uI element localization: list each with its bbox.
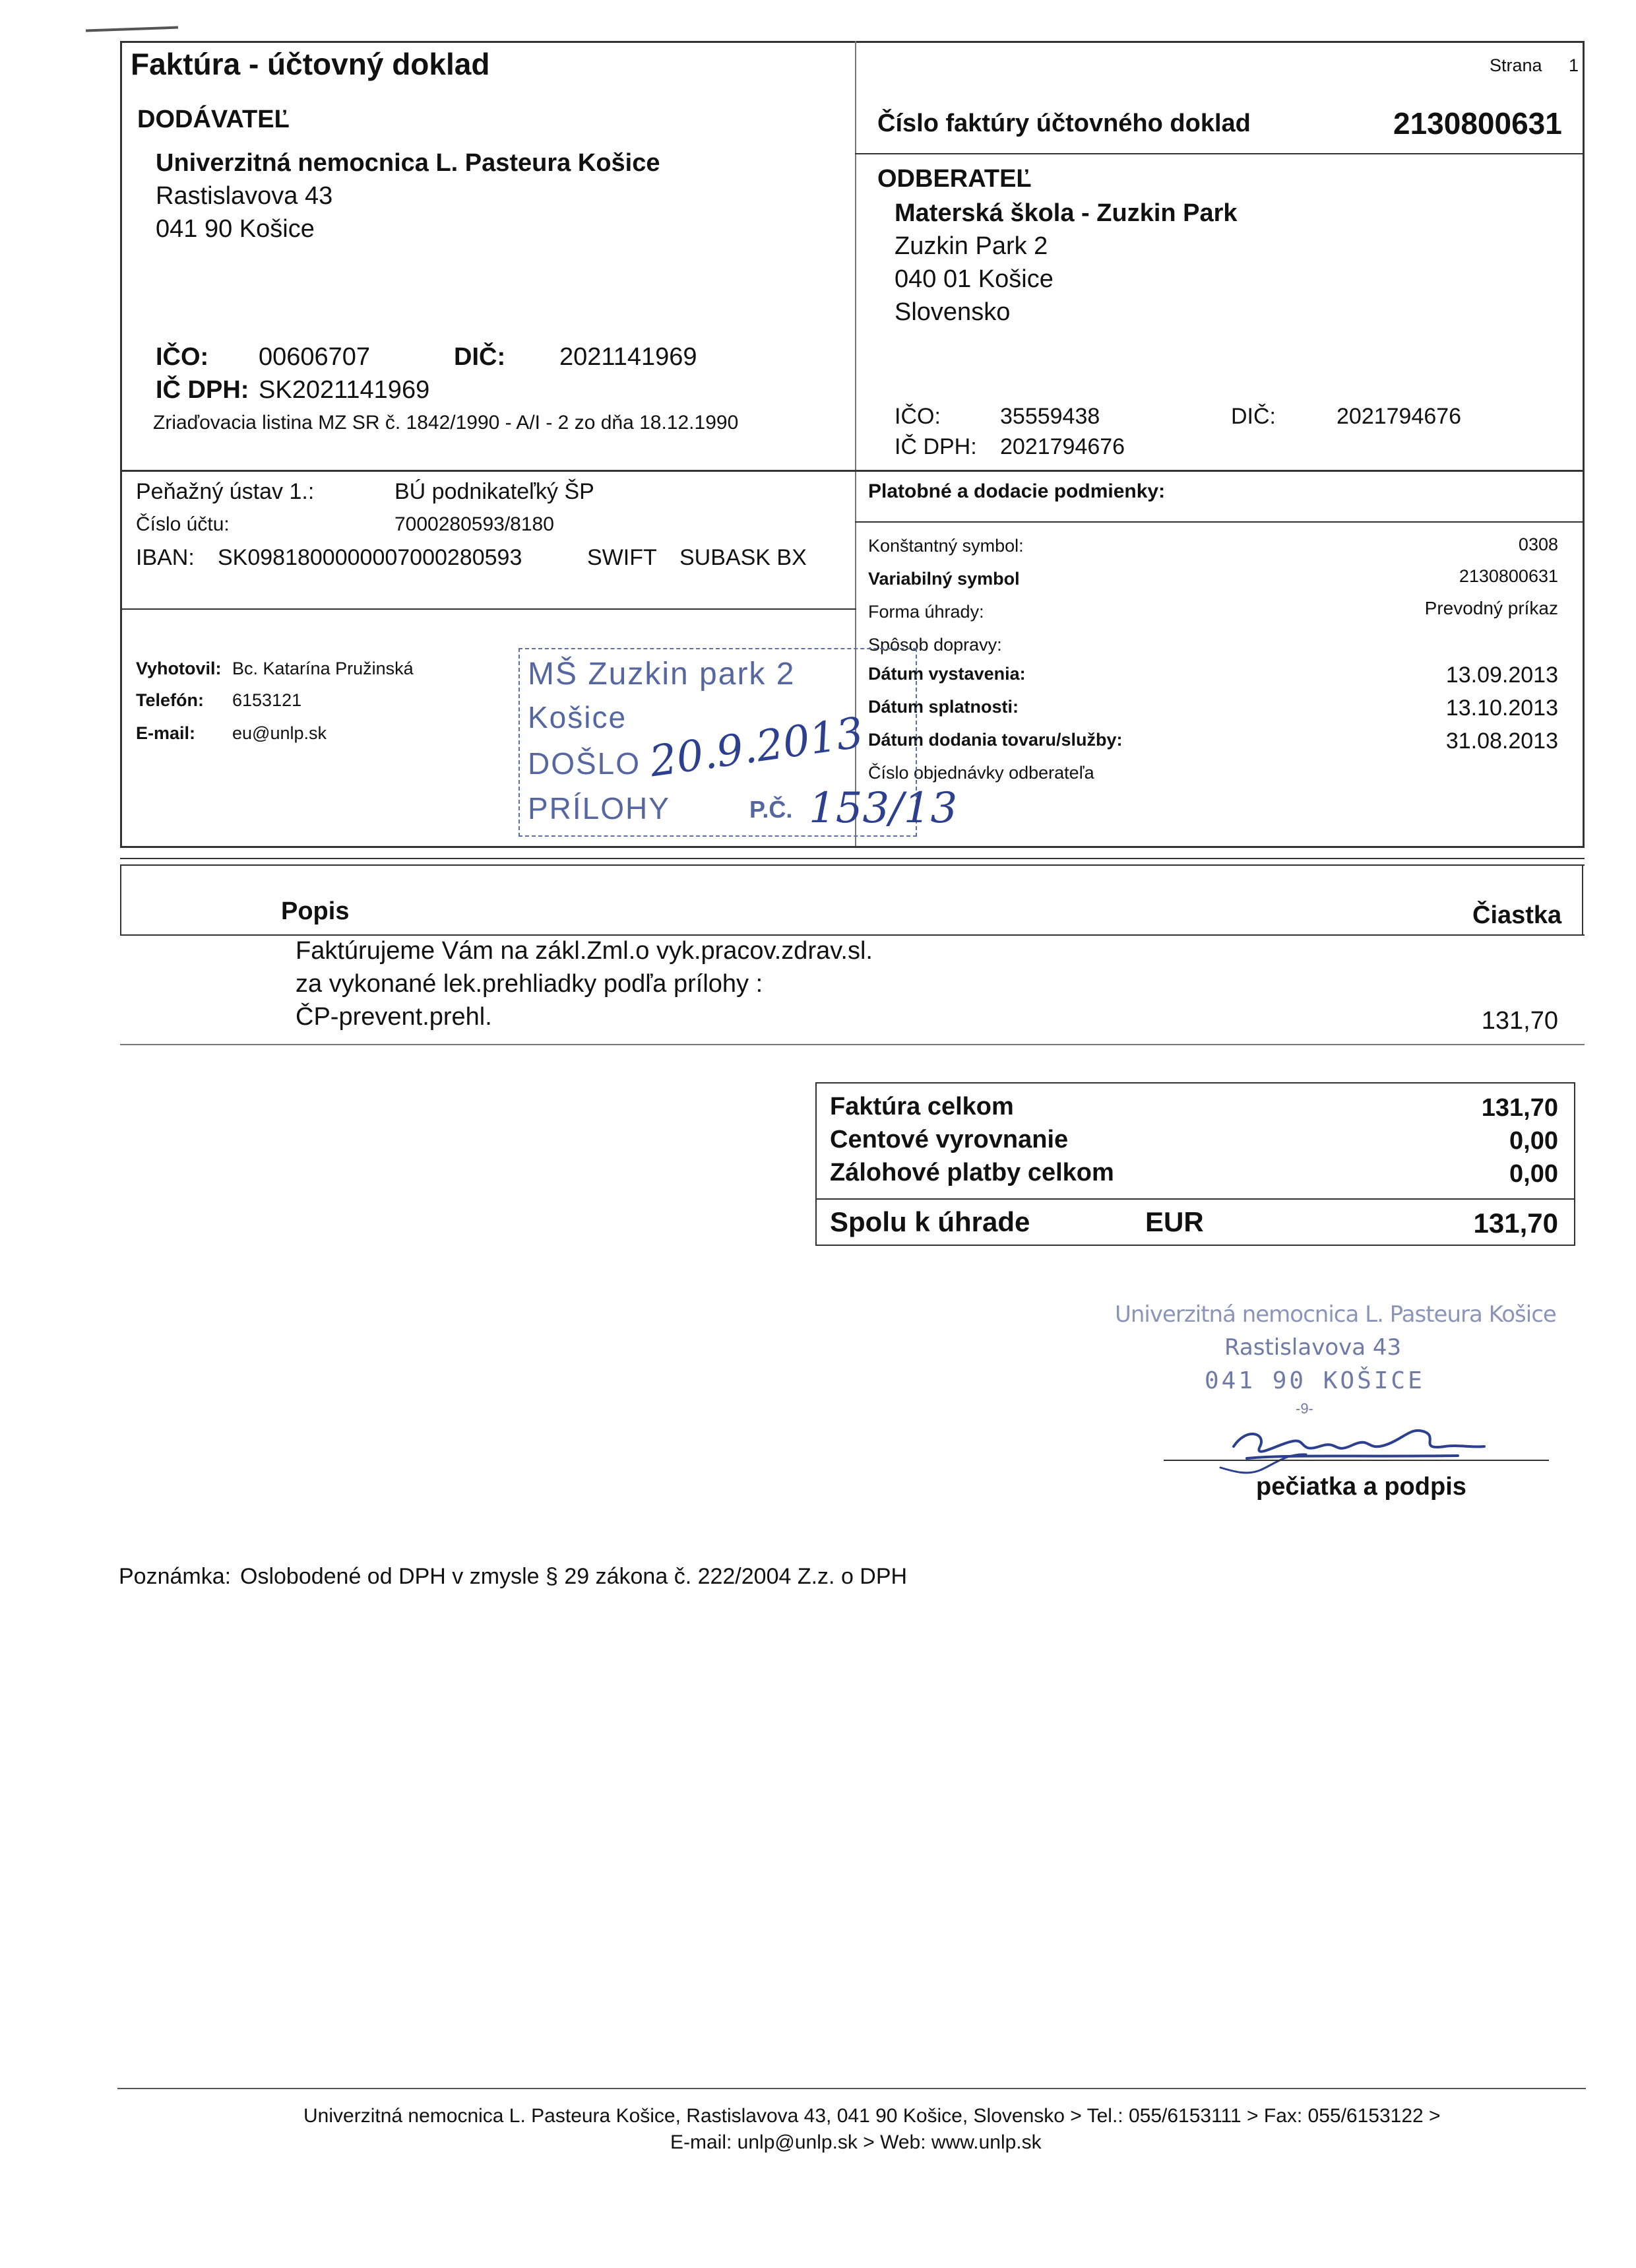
received-stamp-date: 20.9.2013 [646,708,867,787]
seal-line2: Rastislavova 43 [1224,1334,1402,1361]
payment-form-value: Prevodný príkaz [1424,598,1558,618]
supplier-street: Rastislavova 43 [156,182,333,210]
customer-heading: ODBERATEĽ [877,165,1032,193]
item-line2: za vykonané lek.prehliadky podľa prílohy : [296,970,763,998]
frame-top [120,41,1585,43]
signature-stroke [1234,1431,1484,1458]
items-header-bottom-line [120,934,1585,936]
customer-ico: 35559438 [1000,404,1100,429]
issuer-phone-value: 6153121 [232,690,302,710]
supplier-ico: 00606707 [259,343,371,371]
customer-city: 040 01 Košice [895,265,1054,293]
frame-left [120,41,122,847]
customer-icdph-label: IČ DPH: [895,434,977,459]
note-text: Oslobodené od DPH v zmysle § 29 zákona č. 222/2004 Z.z. o DPH [240,1564,908,1589]
swift-label: SWIFT [587,545,657,570]
issue-date-label: Dátum vystavenia: [868,664,1026,684]
supplier-ico-label: IČO: [156,343,209,371]
supplier-dic-label: DIČ: [454,343,506,371]
page-label: Strana [1490,55,1542,75]
received-stamp-line1: MŠ Zuzkin park 2 [528,657,796,692]
items-bottom-line [120,1044,1585,1045]
signature-line [1164,1460,1549,1461]
frame-bottom [120,846,1585,848]
amount-due-currency: EUR [1145,1206,1204,1237]
items-amount-header: Čiastka [1472,901,1562,929]
section-divider-bank [120,470,1585,472]
issuer-by-value: Bc. Katarína Pružinská [232,659,414,678]
advance-value: 0,00 [1509,1160,1558,1188]
section-divider-terms [855,521,1585,523]
shipping-label: Spôsob dopravy: [868,635,1002,655]
terms-heading: Platobné a dodacie podmienky: [868,480,1166,502]
section-divider-issuer [120,608,856,610]
page-number: 1 [1569,55,1579,75]
item-amount: 131,70 [1481,1007,1558,1035]
iban-value: SK0981800000007000280593 [218,545,522,570]
amount-due-label: Spolu k úhrade [830,1206,1030,1237]
delivery-date-label: Dátum dodania tovaru/služby: [868,730,1123,750]
customer-street: Zuzkin Park 2 [895,232,1048,260]
frame-scan-mark [86,26,178,32]
account-value: 7000280593/8180 [394,513,554,535]
issuer-by-label: Vyhotovil: [136,659,222,678]
bank-value: BÚ podnikateľký ŠP [394,479,594,504]
supplier-icdph: SK2021141969 [259,376,430,404]
rounding-label: Centové vyrovnanie [830,1126,1069,1153]
item-line1: Faktúrujeme Vám na zákl.Zml.o vyk.pracov.zdrav.sl. [296,937,873,965]
var-symbol-value: 2130800631 [1459,566,1558,586]
invoice-number: 2130800631 [1393,106,1562,141]
supplier-dic: 2021141969 [559,343,697,371]
received-stamp-pc-label: P.Č. [749,796,793,823]
rounding-value: 0,00 [1509,1127,1558,1155]
total-value: 131,70 [1481,1094,1558,1122]
seal-line3: 041 90 KOŠICE [1205,1367,1425,1394]
supplier-name: Univerzitná nemocnica L. Pasteura Košice [156,149,660,177]
seal-caption: pečiatka a podpis [1256,1473,1466,1501]
footer-line [117,2088,1586,2089]
items-desc-header: Popis [281,897,350,925]
note-label: Poznámka: [119,1564,232,1589]
due-date-value: 13.10.2013 [1445,696,1558,721]
delivery-date-value: 31.08.2013 [1445,729,1558,754]
supplier-heading: DODÁVATEĽ [137,106,290,133]
swift-value: SUBASK BX [679,545,807,570]
order-number-label: Číslo objednávky odberateľa [868,763,1094,783]
issuer-phone-label: Telefón: [136,690,204,710]
frame-right [1583,41,1585,847]
totals-divider [815,1198,1574,1200]
payment-form-label: Forma úhrady: [868,602,984,622]
customer-ico-label: IČO: [895,404,941,429]
seal-number: -9- [1296,1400,1313,1417]
received-stamp-pc-number: 153/13 [809,784,958,833]
items-header-top-line [120,864,1585,866]
account-label: Číslo účtu: [136,513,230,535]
seal-line1: Univerzitná nemocnica L. Pasteura Košice [1115,1301,1556,1328]
amount-due-value: 131,70 [1473,1208,1558,1239]
received-stamp-line4: PRÍLOHY [528,791,670,826]
const-symbol-value: 0308 [1518,535,1558,554]
received-stamp-line3: DOŠLO [528,746,641,781]
bank-label: Peňažný ústav 1.: [136,479,315,504]
issuer-email-value: eu@unlp.sk [232,723,327,743]
total-label: Faktúra celkom [830,1093,1014,1120]
items-left-line [120,864,121,936]
invoice-number-divider [855,153,1585,154]
customer-icdph: 2021794676 [1000,434,1125,459]
var-symbol-label: Variabilný symbol [868,569,1020,589]
item-line3: ČP-prevent.prehl. [296,1003,492,1031]
footer-line1: Univerzitná nemocnica L. Pasteura Košice, Rastislavova 43, 041 90 Košice, Slovensko > Tel.: 055/6153111 > Fax: 055/6153122 > [303,2105,1441,2127]
supplier-founding-note: Zriaďovacia listina MZ SR č. 1842/1990 - A/I - 2 zo dňa 18.12.1990 [153,412,739,434]
footer-line2: E-mail: unlp@unlp.sk > Web: www.unlp.sk [670,2131,1042,2153]
customer-country: Slovensko [895,298,1011,326]
items-right-line [1582,864,1583,936]
document-title: Faktúra - účtovný doklad [131,47,490,81]
received-stamp-line2: Košice [528,700,627,734]
advance-label: Zálohové platby celkom [830,1159,1114,1186]
signature [1207,1407,1497,1479]
const-symbol-label: Konštantný symbol: [868,536,1024,556]
customer-dic-label: DIČ: [1231,404,1276,429]
supplier-icdph-label: IČ DPH: [156,376,249,404]
iban-label: IBAN: [136,545,195,570]
customer-dic: 2021794676 [1337,404,1462,429]
issuer-email-label: E-mail: [136,723,196,743]
issue-date-value: 13.09.2013 [1445,663,1558,688]
items-top-line [120,858,1585,859]
customer-name: Materská škola - Zuzkin Park [895,199,1238,227]
due-date-label: Dátum splatnosti: [868,697,1019,717]
invoice-number-label: Číslo faktúry účtovného doklad [877,110,1251,137]
supplier-city: 041 90 Košice [156,215,315,243]
